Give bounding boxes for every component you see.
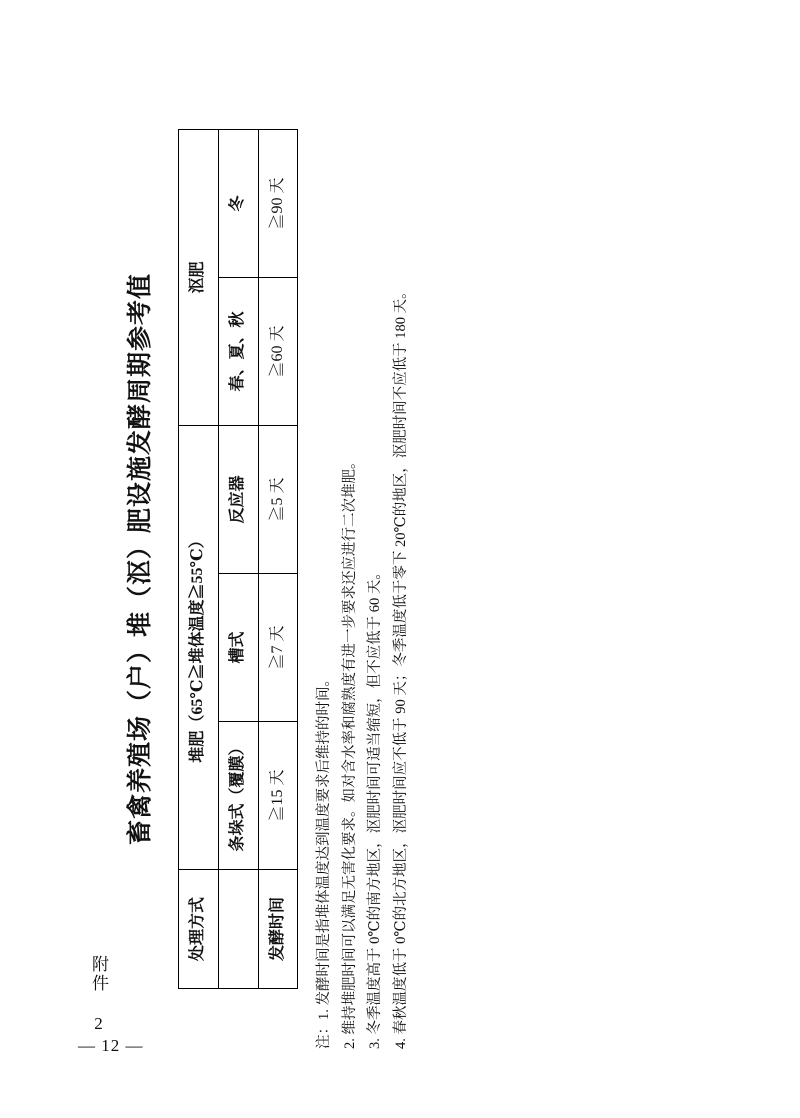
table-notes: [312, 59, 414, 1049]
cell-spring-summer-autumn-time: ≧60 天: [258, 278, 298, 426]
column-header-reactor: 反应器: [218, 426, 258, 574]
attachment-label: 附件 2: [89, 955, 108, 1035]
column-header-trough: 槽式: [218, 574, 258, 722]
rotated-content-block: [120, 59, 680, 1059]
cell-windrow-time: ≧15 天: [258, 722, 298, 870]
table-row: [258, 130, 298, 989]
cell-reactor-time: ≧5 天: [258, 426, 298, 574]
fermentation-period-table: [178, 129, 298, 989]
row-label-fermentation-time: 发酵时间: [258, 870, 298, 989]
group-header-composting: 堆肥（65℃≧堆体温度≧55℃）: [179, 426, 219, 870]
group-header-anaerobic: 沤肥: [179, 130, 219, 426]
table-row-group-header: [179, 130, 219, 989]
note-line-1: 注：1. 发酵时间是指堆体温度达到温度要求后维持的时间。: [316, 672, 333, 1049]
note-line-4: 4. 春秋温度低于 0℃的北方地区，沤肥时间应不低于 90 天；冬季温度低于零下 20℃的地区，沤肥时间不应低于 180 天。: [392, 284, 409, 1049]
table-corner-label: 处理方式: [179, 870, 219, 989]
table-row-column-headers: [218, 130, 258, 989]
page-title: 畜禽养殖场（户）堆（沤）肥设施发酵周期参考值: [127, 273, 154, 846]
column-header-winter: 冬: [218, 130, 258, 278]
column-header-windrow: 条垛式（覆膜）: [218, 722, 258, 870]
column-header-spring-summer-autumn: 春、夏、秋: [218, 278, 258, 426]
cell-trough-time: ≧7 天: [258, 574, 298, 722]
table-blank-cell: [218, 870, 258, 989]
note-line-3: 3. 冬季温度高于 0℃的南方地区，沤肥时间可适当缩短，但不应低于 60 天。: [367, 565, 384, 1049]
note-line-2: 2. 维持堆肥时间可以满足无害化要求。如对含水率和腐熟度有进一步要求还应进行二次堆肥。: [341, 454, 358, 1049]
cell-winter-time: ≧90 天: [258, 130, 298, 278]
page-number: — 12 —: [78, 1036, 144, 1055]
